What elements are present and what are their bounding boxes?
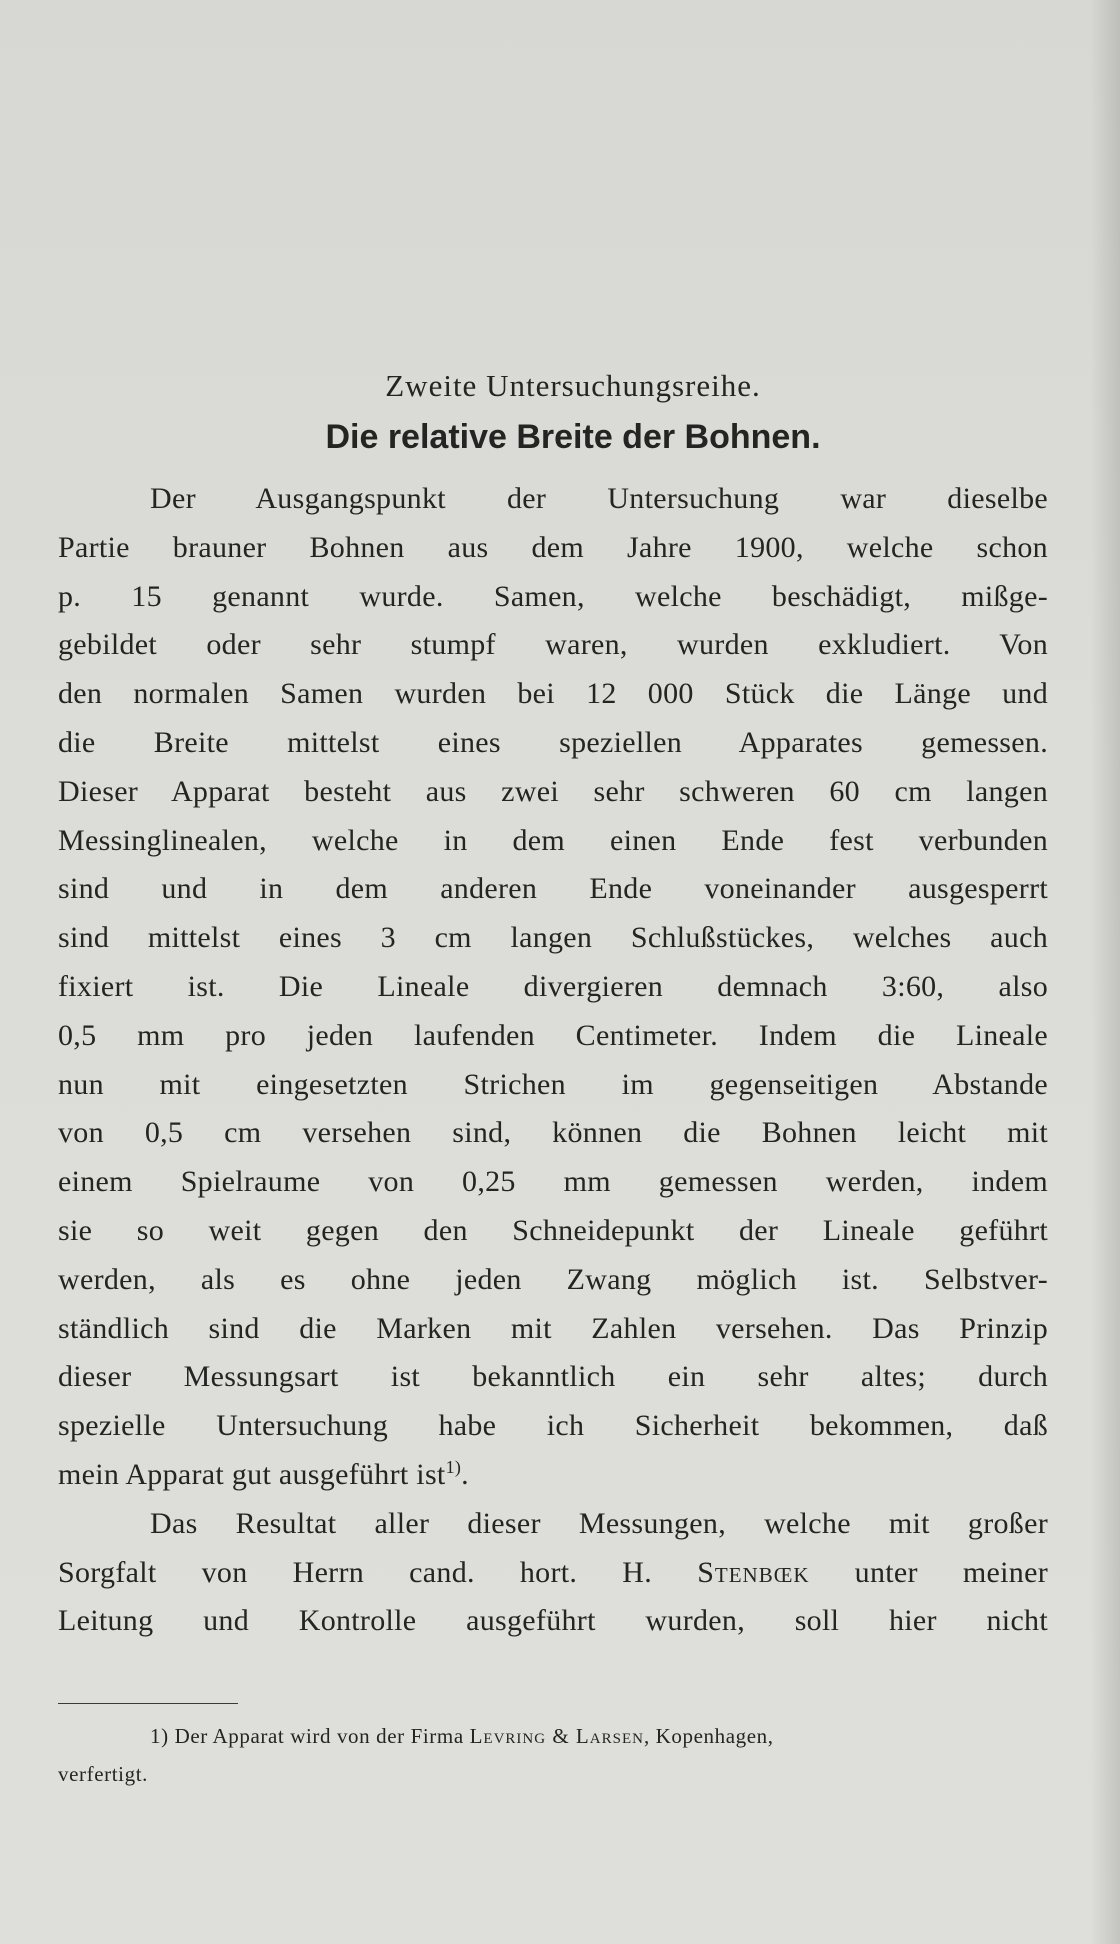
text-line: die Breite mittelst eines speziellen Apparates gemessen. bbox=[58, 725, 1048, 759]
text-line: gebildet oder sehr stumpf waren, wurden exkludiert. Von bbox=[58, 628, 1048, 662]
text-line: sind und in dem anderen Ende voneinander ausgesperrt bbox=[58, 872, 1048, 906]
footnote bbox=[58, 1717, 1048, 1793]
footnote-reference: 1) bbox=[445, 1456, 462, 1477]
company-name: Levring & Larsen bbox=[469, 1724, 644, 1748]
text-segment: Sorgfalt von Herrn cand. hort. H. bbox=[58, 1555, 653, 1589]
footnote-marker: 1) bbox=[150, 1724, 169, 1748]
text-line: nun mit eingesetzten Strichen im gegenseitigen Abstande bbox=[58, 1067, 1048, 1101]
paragraph-1 bbox=[58, 475, 1048, 1500]
text-line: ständlich sind die Marken mit Zahlen versehen. Das Prinzip bbox=[58, 1311, 1048, 1345]
text-line: Leitung und Kontrolle ausgeführt wurden, soll hier nicht bbox=[58, 1604, 1048, 1638]
text-line: sie so weit gegen den Schneidepunkt der Lineale geführt bbox=[58, 1213, 1048, 1247]
text-line: werden, als es ohne jeden Zwang möglich ist. Selbstver- bbox=[58, 1262, 1048, 1296]
text-line: sind mittelst eines 3 cm langen Schlußstückes, welches auch bbox=[58, 921, 1048, 955]
text-line: Der Ausgangspunkt der Untersuchung war dieselbe bbox=[150, 482, 1048, 515]
footnote-line bbox=[58, 1717, 1048, 1755]
footnote-text: , Kopenhagen, bbox=[643, 1724, 774, 1748]
text-line: Partie brauner Bohnen aus dem Jahre 1900, welche schon bbox=[58, 530, 1048, 564]
text-line: Dieser Apparat besteht aus zwei sehr schweren 60 cm langen bbox=[58, 774, 1048, 808]
text-line: fixiert ist. Die Lineale divergieren demnach 3:60, also bbox=[58, 969, 1048, 1003]
text-line: Das Resultat aller dieser Messungen, welche mit großer bbox=[150, 1506, 1048, 1540]
text-line: p. 15 genannt wurde. Samen, welche beschädigt, mißge- bbox=[58, 579, 1048, 613]
footnote-line: verfertigt. bbox=[58, 1762, 148, 1786]
page-content bbox=[58, 368, 1048, 1646]
footnote-divider bbox=[58, 1703, 238, 1704]
text-line bbox=[58, 1549, 1048, 1598]
text-line: dieser Messungsart ist bekanntlich ein sehr altes; durch bbox=[58, 1360, 1048, 1394]
person-name: Stenbœk bbox=[697, 1555, 810, 1589]
text-line-end: mein Apparat gut ausgeführt ist bbox=[58, 1457, 446, 1491]
footnote-text: Der Apparat wird von der Firma bbox=[174, 1724, 464, 1748]
text-line: Messinglinealen, welche in dem einen Ende fest verbunden bbox=[58, 823, 1048, 857]
text-line: von 0,5 cm versehen sind, können die Bohnen leicht mit bbox=[58, 1116, 1048, 1150]
section-label: Zweite Untersuchungsreihe. bbox=[385, 368, 761, 403]
text-segment: unter meiner bbox=[854, 1555, 1048, 1589]
text-line: mein Apparat gut ausgeführt ist$^{1)}$. bbox=[58, 1456, 469, 1491]
text-line: spezielle Untersuchung habe ich Sicherheit bekommen, daß bbox=[58, 1409, 1048, 1443]
text-line: einem Spielraume von 0,25 mm gemessen werden, indem bbox=[58, 1165, 1048, 1199]
paragraph-2 bbox=[58, 1500, 1048, 1646]
text-line: den normalen Samen wurden bei 12 000 Stück die Länge und bbox=[58, 677, 1048, 711]
text-line: 0,5 mm pro jeden laufenden Centimeter. Indem die Lineale bbox=[58, 1018, 1048, 1052]
section-title: Die relative Breite der Bohnen. bbox=[325, 418, 821, 456]
